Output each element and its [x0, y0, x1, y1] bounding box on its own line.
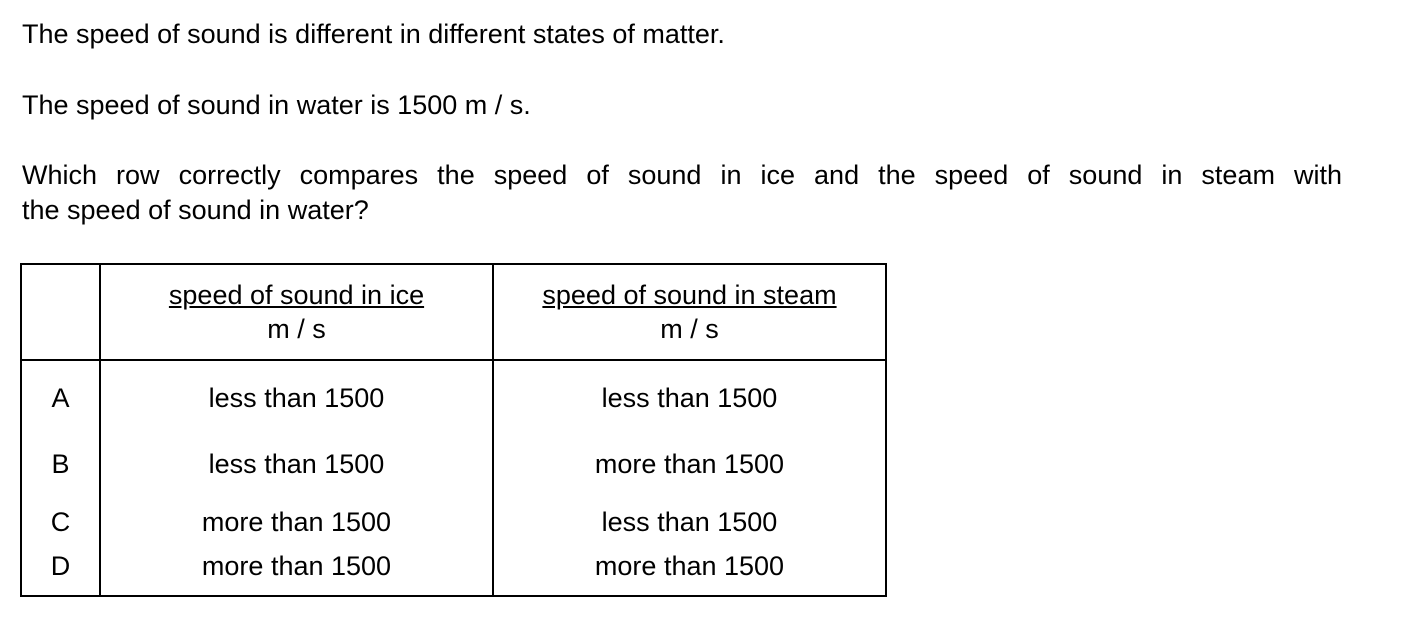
- header-steam-title: speed of sound in steam: [542, 280, 837, 310]
- header-steam-unit: m / s: [660, 314, 719, 344]
- table-row[interactable]: [21, 551, 886, 596]
- steam-value: less than 1500: [493, 493, 886, 551]
- option-letter: B: [21, 435, 100, 493]
- answer-table: [20, 263, 887, 597]
- intro-statement: The speed of sound is different in different states of matter.: [22, 19, 725, 49]
- header-row: [21, 264, 886, 360]
- table-row[interactable]: [21, 360, 886, 435]
- ice-value: less than 1500: [100, 435, 493, 493]
- table-row[interactable]: [21, 493, 886, 551]
- water-speed-statement: The speed of sound in water is 1500 m / s.: [22, 90, 531, 120]
- option-letter: A: [21, 360, 100, 435]
- header-ice-title: speed of sound in ice: [168, 280, 425, 310]
- steam-value: less than 1500: [493, 360, 886, 435]
- ice-value: less than 1500: [100, 360, 493, 435]
- table-row[interactable]: [21, 435, 886, 493]
- question-text: [22, 158, 1342, 228]
- question-line-1: Which row correctly compares the speed of sound in ice and the speed of sound in steam with: [22, 160, 1342, 190]
- header-ice-unit: m / s: [267, 314, 326, 344]
- header-ice: [100, 264, 493, 360]
- question-line-2: the speed of sound in water?: [22, 195, 369, 225]
- header-steam: [493, 264, 886, 360]
- header-empty-cell: [21, 264, 100, 360]
- option-letter: C: [21, 493, 100, 551]
- steam-value: more than 1500: [493, 435, 886, 493]
- steam-value: more than 1500: [493, 551, 886, 596]
- option-letter: D: [21, 551, 100, 596]
- ice-value: more than 1500: [100, 551, 493, 596]
- ice-value: more than 1500: [100, 493, 493, 551]
